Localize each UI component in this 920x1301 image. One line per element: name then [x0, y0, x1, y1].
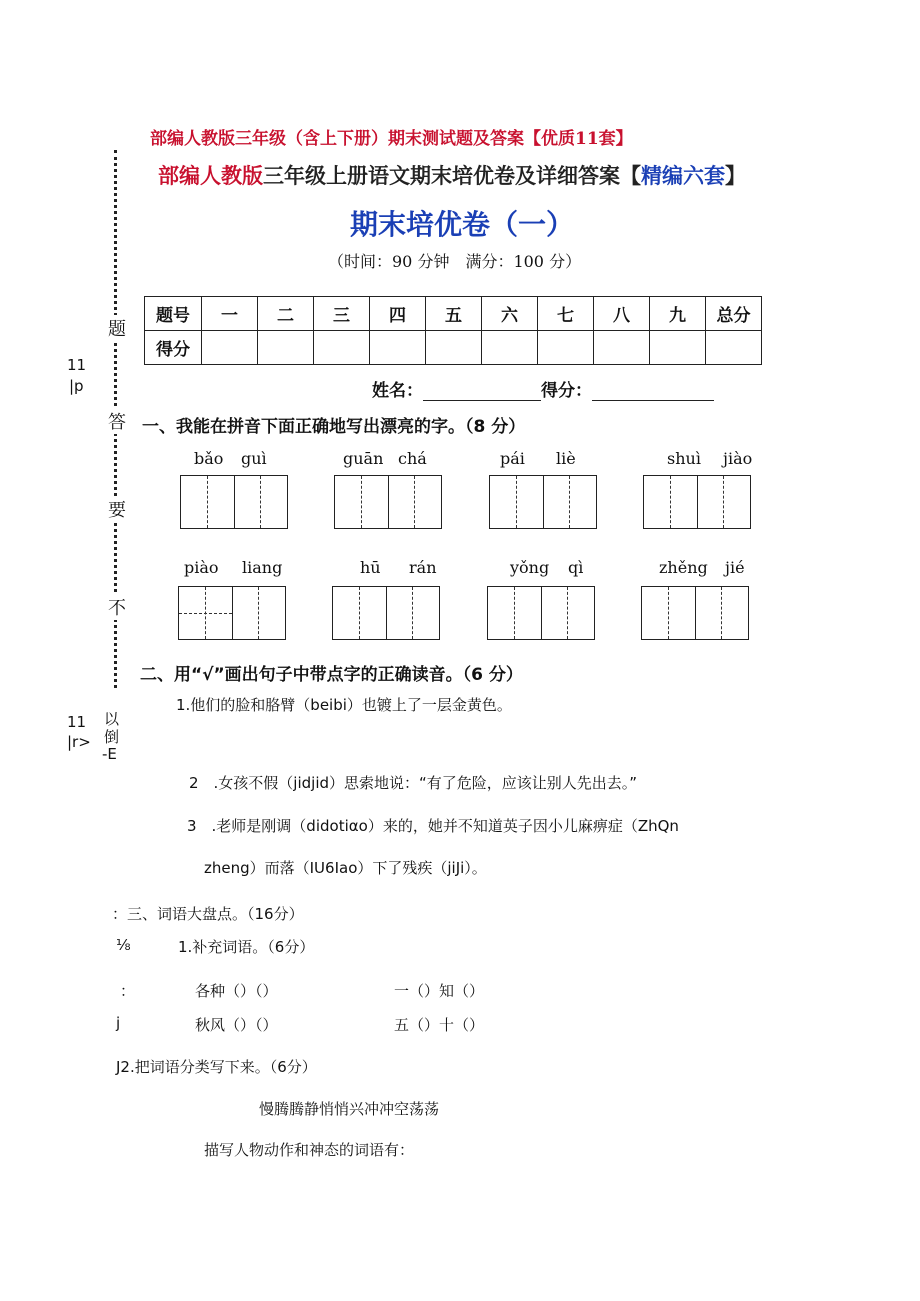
fill-word: 五（）十（）: [394, 1016, 485, 1034]
subtitle-end: 】: [725, 163, 746, 188]
score-cell: 九: [650, 297, 706, 331]
q3-title: ：三、词语大盘点。（16分）: [112, 905, 304, 923]
score-cell: 得分: [145, 331, 202, 365]
writing-box[interactable]: [334, 475, 442, 529]
pinyin: liè: [556, 449, 576, 468]
pinyin: rán: [409, 558, 437, 577]
q2-sentence-3b: zheng）而落（IU6Iao）下了残疾（jiJi）。: [204, 859, 487, 877]
score-cell: 题号: [145, 297, 202, 331]
pinyin: yǒng: [510, 558, 550, 577]
score-value-row: [145, 331, 762, 365]
score-label: 得分：: [541, 381, 592, 401]
margin-note: -E: [102, 745, 117, 763]
q2-sentence-2: 2 .女孩不假（jidjid）思索地说：“有了危险，应该让别人先出去。”: [189, 774, 638, 792]
subtitle: [158, 160, 746, 190]
score-cell: 二: [258, 297, 314, 331]
exam-title: 期末培优卷（一）: [350, 208, 575, 241]
q2-title: 二、用“√”画出句子中带点字的正确读音。（6 分）: [140, 665, 523, 685]
score-input[interactable]: [482, 331, 538, 365]
writing-box[interactable]: [332, 586, 440, 640]
score-cell: 总分: [706, 297, 762, 331]
writing-box[interactable]: [643, 475, 751, 529]
writing-box[interactable]: [178, 586, 286, 640]
series-title: 部编人教版三年级（含上下册）期末测试题及答案【优质11套】: [150, 129, 633, 149]
q3-prefix: j: [116, 1014, 121, 1032]
score-input[interactable]: [706, 331, 762, 365]
writing-box[interactable]: [487, 586, 595, 640]
score-cell: 一: [202, 297, 258, 331]
exam-info: （时间：90 分钟 满分：100 分）: [328, 252, 582, 271]
score-cell: 七: [538, 297, 594, 331]
q3-sub2: J2.把词语分类写下来。（6分）: [116, 1058, 317, 1076]
fill-word: 秋风（）（）: [195, 1016, 278, 1034]
q1-title: 一、我能在拼音下面正确地写出漂亮的字。（8 分）: [142, 417, 526, 437]
q3-word-list: 慢腾腾静悄悄兴冲冲空荡荡: [259, 1100, 440, 1118]
q3-prefix: ：: [120, 982, 136, 1000]
pinyin: guì: [241, 449, 267, 468]
pinyin: jié: [725, 558, 745, 577]
student-info: [372, 376, 714, 401]
margin-note: |r>: [67, 733, 91, 751]
score-header-row: [145, 297, 762, 331]
name-label: 姓名：: [372, 381, 423, 401]
pinyin: zhěng: [659, 558, 708, 577]
pinyin: liang: [242, 558, 283, 577]
subtitle-black: 三年级上册语文期末培优卷及详细答案【: [263, 163, 641, 188]
score-cell: 五: [426, 297, 482, 331]
subtitle-red: 部编人教版: [158, 163, 263, 188]
q2-sentence-3: 3 .老师是刚调（didotiαo）来的，她并不知道英子因小儿麻痹症（ZhQn: [187, 817, 679, 835]
q2-sentence-1: 1.他们的脸和胳臂（beibi）也镀上了一层金黄色。: [176, 696, 512, 714]
writing-box[interactable]: [489, 475, 597, 529]
score-cell: 六: [482, 297, 538, 331]
score-input[interactable]: [650, 331, 706, 365]
score-table: [144, 296, 762, 365]
pinyin: pái: [500, 449, 525, 468]
score-input[interactable]: [594, 331, 650, 365]
margin-char-4: 不: [108, 594, 126, 620]
pinyin: qì: [568, 558, 584, 577]
score-field[interactable]: [592, 382, 714, 401]
score-cell: 八: [594, 297, 650, 331]
pinyin: chá: [398, 449, 427, 468]
writing-box[interactable]: [641, 586, 749, 640]
margin-char-2: 答: [108, 408, 126, 434]
pinyin: jiào: [723, 449, 753, 468]
margin-char-3: 要: [108, 496, 126, 522]
score-input[interactable]: [370, 331, 426, 365]
score-cell: 四: [370, 297, 426, 331]
writing-box[interactable]: [180, 475, 288, 529]
pinyin: piào: [184, 558, 219, 577]
margin-note: 11: [67, 356, 87, 374]
pinyin: bǎo: [194, 449, 224, 468]
margin-char-1: 题: [108, 315, 126, 341]
fill-word: 一（）知（）: [394, 982, 485, 1000]
score-input[interactable]: [202, 331, 258, 365]
score-cell: 三: [314, 297, 370, 331]
score-input[interactable]: [314, 331, 370, 365]
pinyin: guān: [343, 449, 384, 468]
subtitle-blue: 精编六套: [641, 163, 725, 188]
margin-note: 11: [67, 713, 87, 731]
name-field[interactable]: [423, 382, 541, 401]
margin-note: 倒: [104, 728, 120, 746]
score-input[interactable]: [538, 331, 594, 365]
q3-description: 描写人物动作和神态的词语有：: [204, 1141, 415, 1159]
score-input[interactable]: [258, 331, 314, 365]
score-input[interactable]: [426, 331, 482, 365]
margin-note: |p: [69, 377, 84, 395]
pinyin: hū: [360, 558, 381, 577]
margin-note: 以: [104, 710, 120, 728]
q3-prefix: ⅛: [116, 936, 131, 954]
pinyin: shuì: [667, 449, 701, 468]
q3-sub1: 1.补充词语。（6分）: [178, 938, 315, 956]
fill-word: 各种（）（）: [195, 982, 278, 1000]
